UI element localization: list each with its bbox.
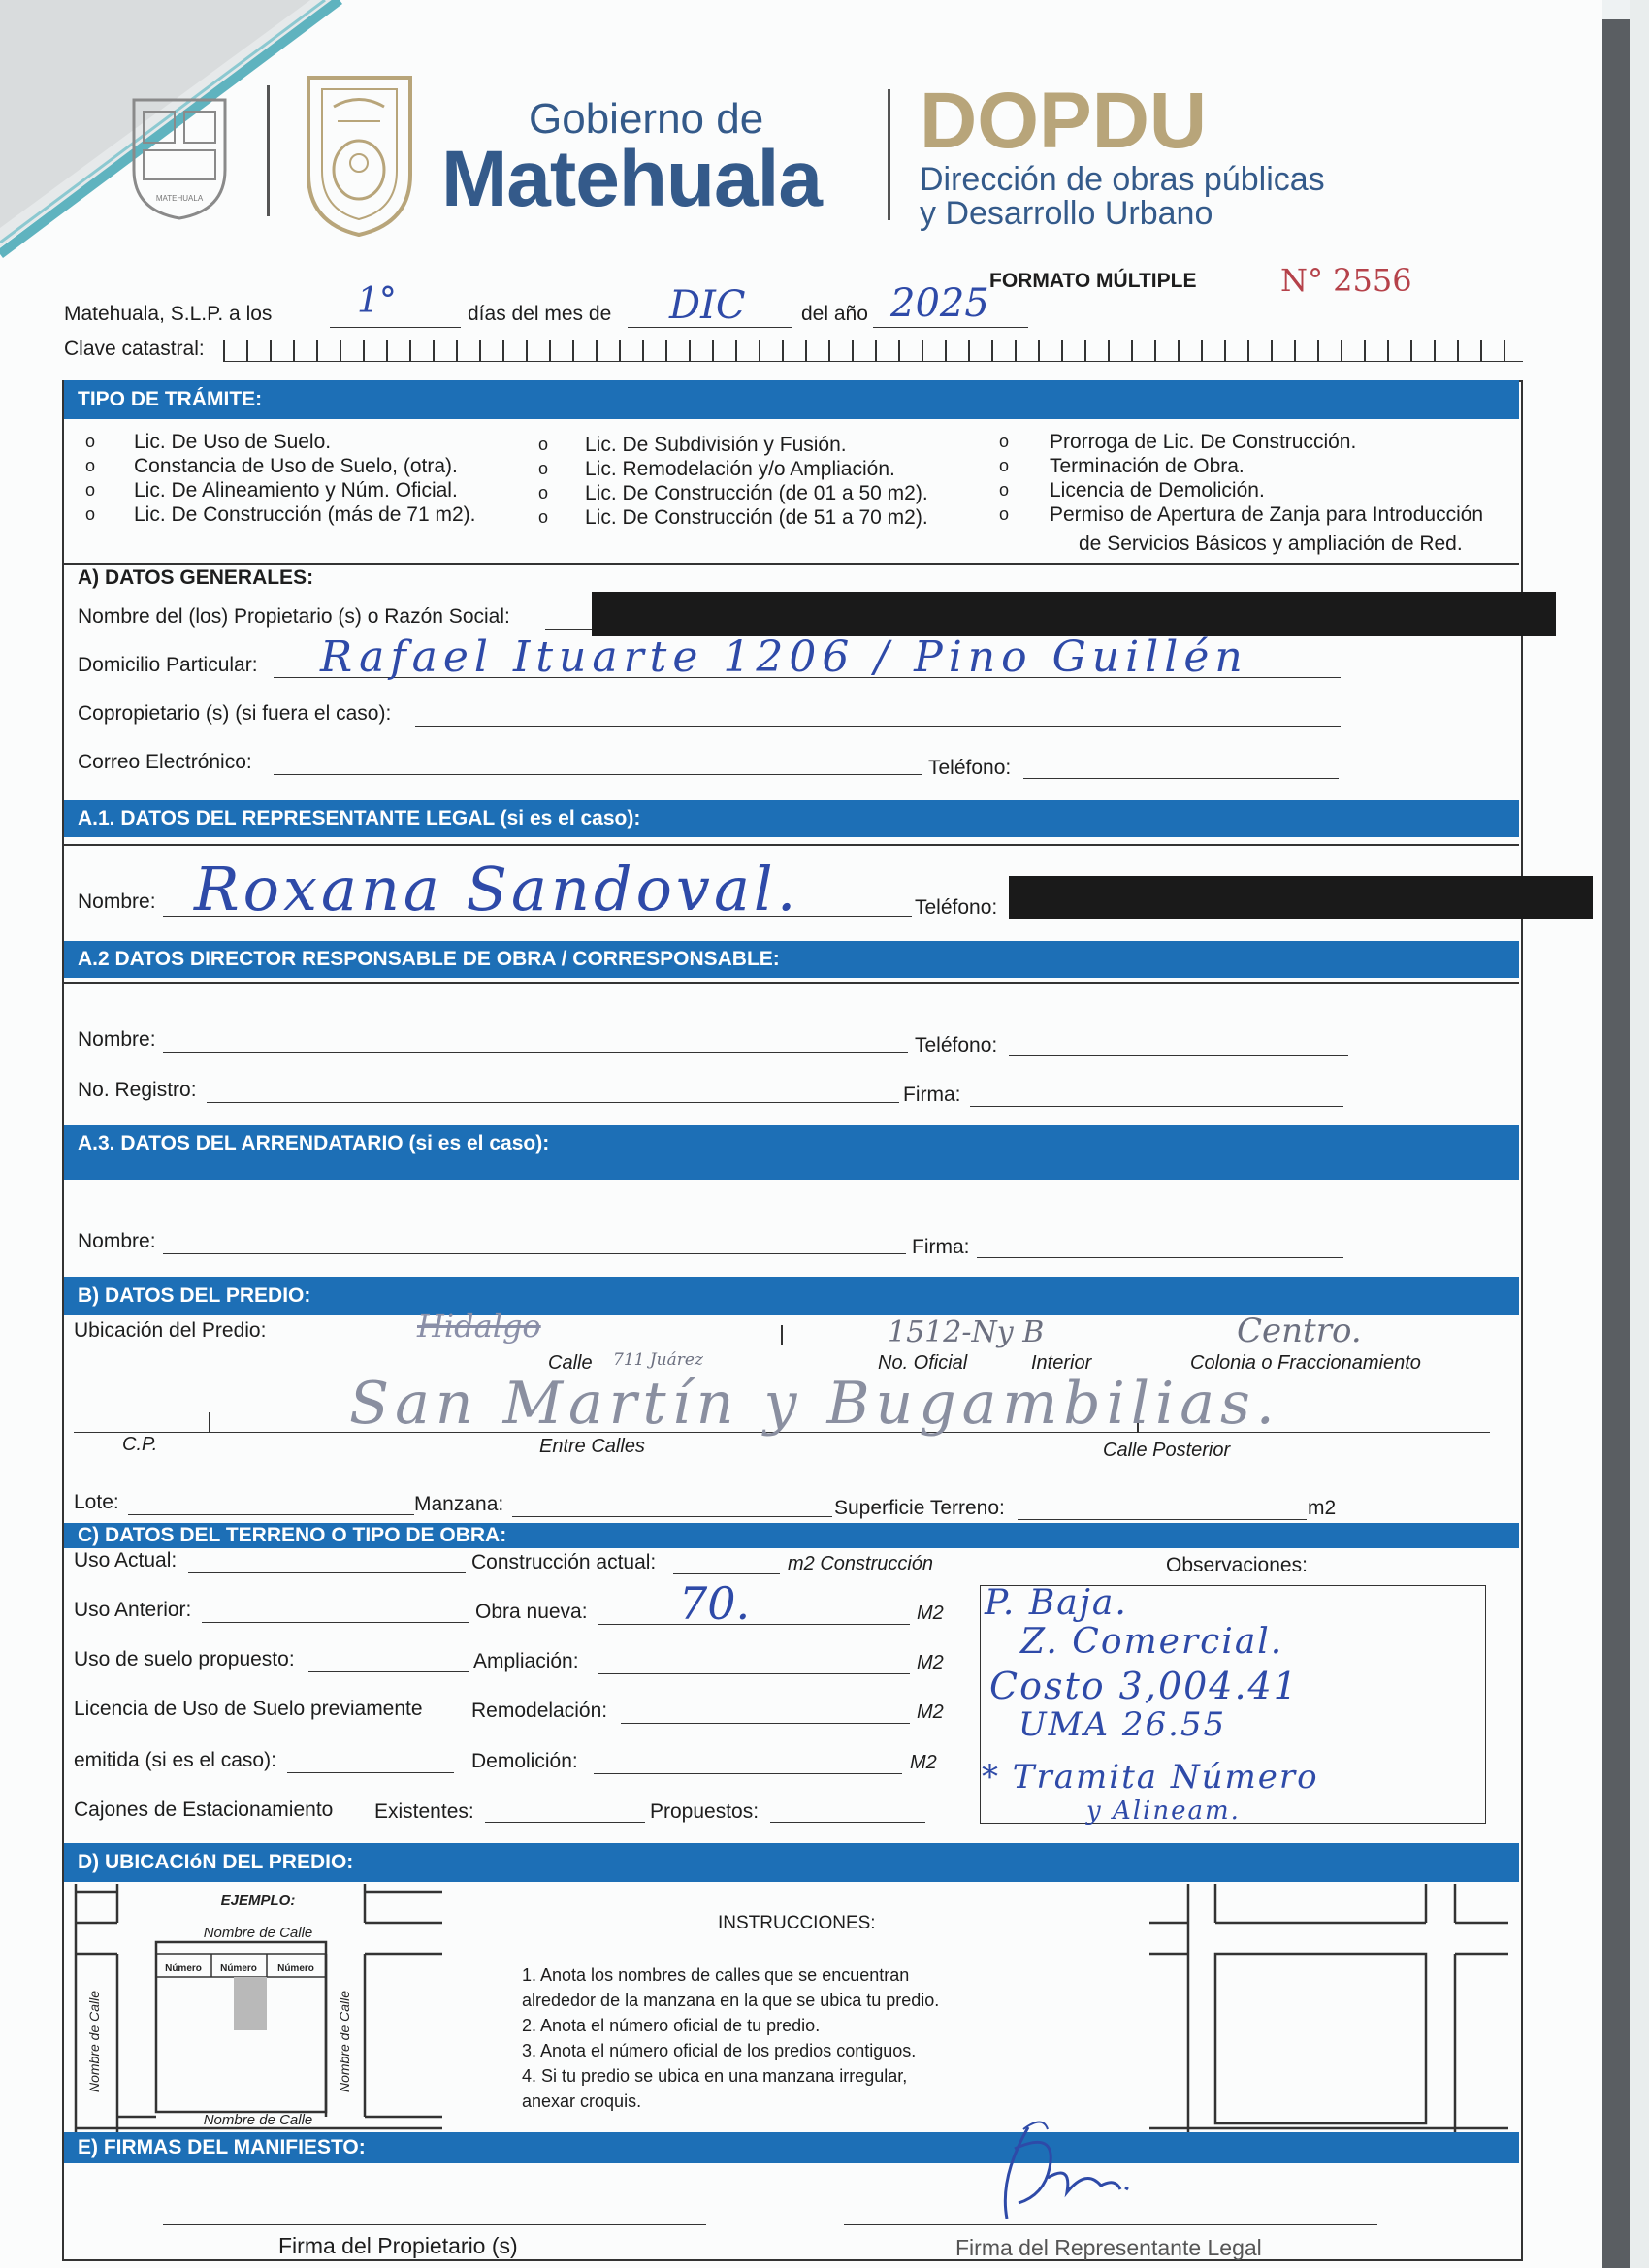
phone-line[interactable] (1023, 778, 1339, 779)
interior-caption: Interior (1031, 1352, 1092, 1374)
superficie-label: Superficie Terreno: (834, 1497, 1005, 1519)
clave-label: Clave catastral: (64, 338, 205, 360)
location-diagram-blank[interactable] (1149, 1884, 1523, 2136)
divider (64, 844, 1519, 846)
ampliacion-line[interactable] (598, 1673, 910, 1674)
uso-propuesto-line[interactable] (308, 1671, 469, 1672)
agency-line2: y Desarrollo Urbano (920, 195, 1213, 232)
arr-name-label: Nombre: (78, 1230, 156, 1252)
uso-propuesto-label: Uso de suelo propuesto: (74, 1648, 295, 1670)
obra-nueva-label: Obra nueva: (475, 1601, 588, 1623)
tramite-option: Lic. De Uso de Suelo. (134, 431, 332, 453)
shield-text: MATEHUALA (155, 194, 204, 203)
tramite-option: Constancia de Uso de Suelo, (otra). (134, 455, 458, 477)
email-label: Correo Electrónico: (78, 751, 252, 773)
tramite-option: Lic. Remodelación y/o Ampliación. (585, 458, 895, 480)
owner-signature-line[interactable] (163, 2224, 706, 2225)
lote-line[interactable] (128, 1514, 414, 1515)
obra-nueva-line[interactable] (598, 1624, 910, 1625)
dir-phone-line[interactable] (1009, 1055, 1348, 1056)
existentes-label: Existentes: (374, 1800, 474, 1823)
obs-line: P. Baja. (985, 1583, 1128, 1623)
director-header: A.2 DATOS DIRECTOR RESPONSABLE DE OBRA / CORRESPONSABLE: (64, 941, 1519, 978)
tramite-header: TIPO DE TRÁMITE: (64, 380, 1519, 419)
coowner-line[interactable] (415, 726, 1341, 727)
obs-line: Costo 3,004.41 (989, 1665, 1299, 1707)
uso-actual-label: Uso Actual: (74, 1549, 178, 1571)
example-street-top: Nombre de Calle (203, 1925, 313, 1941)
agency-line1: Dirección de obras públicas (920, 161, 1325, 198)
instruccion: 1. Anota los nombres de calles que se encuentran (522, 1965, 910, 1985)
gov-line1: Gobierno de (529, 95, 764, 143)
tramite-option: Licencia de Demolición. (1050, 479, 1265, 502)
obs-line: Z. Comercial. (1020, 1622, 1284, 1662)
example-street-left: Nombre de Calle (86, 1990, 102, 2092)
rep-signature-label: Firma del Representante Legal (955, 2235, 1262, 2260)
date-middle: días del mes de (468, 303, 612, 325)
predio-header: B) DATOS DEL PREDIO: (64, 1277, 1519, 1315)
arrendatario-header: A.3. DATOS DEL ARRENDATARIO (si es el caso): (64, 1125, 1519, 1180)
rep-phone-label: Teléfono: (915, 896, 998, 919)
tramite-option: Lic. De Construcción (más de 71 m2). (134, 503, 476, 526)
tick (209, 1412, 210, 1432)
address-label: Domicilio Particular: (78, 654, 258, 676)
tramite-option-cont: de Servicios Básicos y ampliación de Red. (1079, 533, 1463, 555)
arr-firma-line[interactable] (977, 1257, 1343, 1258)
demolicion-line[interactable] (594, 1773, 902, 1774)
cajones-label: Cajones de Estacionamiento (74, 1798, 334, 1821)
datos-generales-title: A) DATOS GENERALES: (78, 567, 314, 589)
instruccion: alrededor de la manzana en la que se ubica tu predio. (522, 1991, 940, 2010)
radio-icon[interactable]: o (538, 459, 549, 478)
instruccion: 2. Anota el número oficial de tu predio. (522, 2016, 821, 2035)
representative-signature (980, 2110, 1174, 2236)
construccion-actual-label: Construcción actual: (471, 1551, 657, 1573)
tramite-option: Lic. De Construcción (de 51 a 70 m2). (585, 506, 928, 529)
example-block-diagram (64, 1884, 452, 2136)
cp-caption: C.P. (122, 1434, 158, 1455)
dir-firma-line[interactable] (970, 1106, 1343, 1107)
city-shield-logo (126, 92, 233, 223)
remodelacion-line[interactable] (621, 1723, 910, 1724)
tramite-option: Terminación de Obra. (1050, 455, 1245, 477)
dir-name-label: Nombre: (78, 1028, 156, 1051)
licencia-label-1: Licencia de Uso de Suelo previamente (74, 1698, 423, 1720)
ubicacion-header: D) UBICACIóN DEL PREDIO: (64, 1843, 1519, 1882)
example-street-bottom: Nombre de Calle (203, 2112, 313, 2128)
lote-label: Lote: (74, 1491, 119, 1513)
tramite-option: Lic. De Subdivisión y Fusión. (585, 434, 847, 456)
dir-name-line[interactable] (163, 1052, 908, 1053)
phone-label: Teléfono: (928, 757, 1012, 779)
ampliacion-label: Ampliación: (473, 1650, 579, 1672)
address-value: Rafael Ituarte 1206 / Pino Guillén (320, 632, 1248, 682)
agency-acronym: DOPDU (920, 77, 1208, 165)
dir-phone-label: Teléfono: (915, 1034, 998, 1056)
dir-registro-label: No. Registro: (78, 1079, 197, 1101)
clave-catastral-field[interactable] (223, 340, 1523, 362)
background-paper (1630, 0, 1649, 2268)
instruccion: 3. Anota el número oficial de los predios contiguos. (522, 2041, 917, 2060)
year-label: del año (801, 303, 868, 325)
m2-unit: M2 (910, 1752, 937, 1773)
day-line[interactable] (330, 327, 461, 328)
radio-icon[interactable]: o (538, 483, 549, 502)
year-line[interactable] (873, 327, 1028, 328)
entre-calles-value: San Martín y Bugambilias. (349, 1370, 1280, 1438)
superficie-line[interactable] (1018, 1519, 1307, 1520)
observaciones-label: Observaciones: (1166, 1554, 1308, 1576)
street-struck-value: Hidalgo (417, 1308, 541, 1345)
divider (64, 563, 1519, 565)
num-caption: No. Oficial (878, 1352, 968, 1374)
day-value: 1° (357, 281, 397, 321)
coowner-label: Copropietario (s) (si fuera el caso): (78, 702, 392, 725)
m2-unit: M2 (917, 1701, 944, 1723)
municipal-emblem-logo (299, 68, 420, 243)
redaction-bar (592, 592, 1556, 636)
dir-registro-line[interactable] (207, 1102, 899, 1103)
uso-actual-line[interactable] (188, 1572, 466, 1573)
dir-firma-label: Firma: (903, 1084, 961, 1106)
radio-icon[interactable]: o (85, 504, 96, 524)
posterior-caption: Calle Posterior (1103, 1440, 1231, 1461)
remodelacion-label: Remodelación: (471, 1700, 608, 1722)
propuestos-label: Propuestos: (650, 1800, 760, 1823)
example-number-mid: Número (220, 1963, 257, 1974)
ubicacion-label: Ubicación del Predio: (74, 1319, 267, 1342)
tramite-option: Lic. De Alineamiento y Núm. Oficial. (134, 479, 458, 502)
representante-header: A.1. DATOS DEL REPRESENTANTE LEGAL (si es el caso): (64, 800, 1519, 837)
example-number-right: Número (277, 1963, 314, 1974)
obs-line: * Tramita Número (982, 1758, 1319, 1797)
firmas-header: E) FIRMAS DEL MANIFIESTO: (64, 2132, 1519, 2163)
manzana-line[interactable] (512, 1516, 832, 1517)
example-street-right: Nombre de Calle (337, 1990, 352, 2092)
redaction-bar (1009, 876, 1593, 919)
colonia-value: Centro. (1237, 1312, 1362, 1350)
tramite-option: Lic. De Construcción (de 01 a 50 m2). (585, 482, 928, 504)
divider (64, 982, 1519, 984)
radio-icon[interactable]: o (999, 480, 1010, 500)
radio-icon[interactable]: o (999, 456, 1010, 475)
radio-icon[interactable]: o (999, 432, 1010, 451)
uso-anterior-label: Uso Anterior: (74, 1599, 192, 1621)
licencia-line[interactable] (287, 1772, 454, 1773)
obs-line: y Alineam. (1086, 1797, 1241, 1826)
colonia-caption: Colonia o Fraccionamiento (1190, 1352, 1421, 1374)
tick (781, 1325, 783, 1345)
arr-firma-label: Firma: (912, 1236, 970, 1258)
owner-label: Nombre del (los) Propietario (s) o Razón Social: (78, 605, 510, 628)
calle-caption: Calle (548, 1352, 593, 1374)
existentes-line[interactable] (485, 1822, 645, 1823)
m2-construccion-label: m2 Construcción (788, 1553, 934, 1574)
m2-unit: M2 (917, 1603, 944, 1624)
month-value: DIC (669, 283, 746, 328)
logo-divider (267, 85, 270, 216)
street-below-value: 711 Juárez (613, 1350, 703, 1370)
rep-name-label: Nombre: (78, 891, 156, 913)
radio-icon[interactable]: o (538, 435, 549, 454)
licencia-label-2: emitida (si es el caso): (74, 1749, 276, 1771)
example-number-left: Número (165, 1963, 202, 1974)
example-label: EJEMPLO: (220, 1893, 296, 1909)
arr-name-line[interactable] (163, 1253, 906, 1254)
radio-icon[interactable]: o (999, 504, 1010, 524)
year-value: 2025 (890, 281, 989, 326)
instrucciones-title: INSTRUCCIONES: (718, 1913, 876, 1933)
date-prefix: Matehuala, S.L.P. a los (64, 303, 273, 325)
uso-anterior-line[interactable] (202, 1622, 469, 1623)
scan-edge-shadow (1602, 19, 1630, 2268)
radio-icon[interactable]: o (85, 432, 96, 451)
tramite-option: Permiso de Apertura de Zanja para Introducción (1050, 503, 1484, 526)
instruccion: 4. Si tu predio se ubica en una manzana irregular, (522, 2066, 908, 2086)
format-label: FORMATO MÚLTIPLE (989, 270, 1197, 292)
radio-icon[interactable]: o (85, 456, 96, 475)
num-oficial-value: 1512-Ny B (888, 1315, 1045, 1349)
owner-signature-label: Firma del Propietario (s) (278, 2233, 518, 2258)
tramite-option: Prorroga de Lic. De Construcción. (1050, 431, 1357, 453)
instruccion: anexar croquis. (522, 2091, 642, 2111)
obra-nueva-value: 70. (679, 1577, 751, 1630)
folio-number: N° 2556 (1280, 262, 1412, 299)
construccion-actual-line[interactable] (673, 1573, 780, 1574)
agency-divider (888, 89, 890, 220)
radio-icon[interactable]: o (85, 480, 96, 500)
email-line[interactable] (274, 774, 922, 775)
obs-line: UMA 26.55 (1018, 1705, 1227, 1744)
entre-caption: Entre Calles (539, 1436, 645, 1457)
manzana-label: Manzana: (414, 1493, 504, 1515)
terreno-header: C) DATOS DEL TERRENO O TIPO DE OBRA: (64, 1523, 1519, 1548)
rep-name-value: Roxana Sandoval. (194, 854, 800, 924)
gov-line2: Matehuala (441, 135, 822, 223)
m2-unit: M2 (917, 1652, 944, 1673)
superficie-unit: m2 (1308, 1497, 1337, 1519)
radio-icon[interactable]: o (538, 507, 549, 527)
demolicion-label: Demolición: (471, 1750, 578, 1772)
propuestos-line[interactable] (770, 1822, 925, 1823)
